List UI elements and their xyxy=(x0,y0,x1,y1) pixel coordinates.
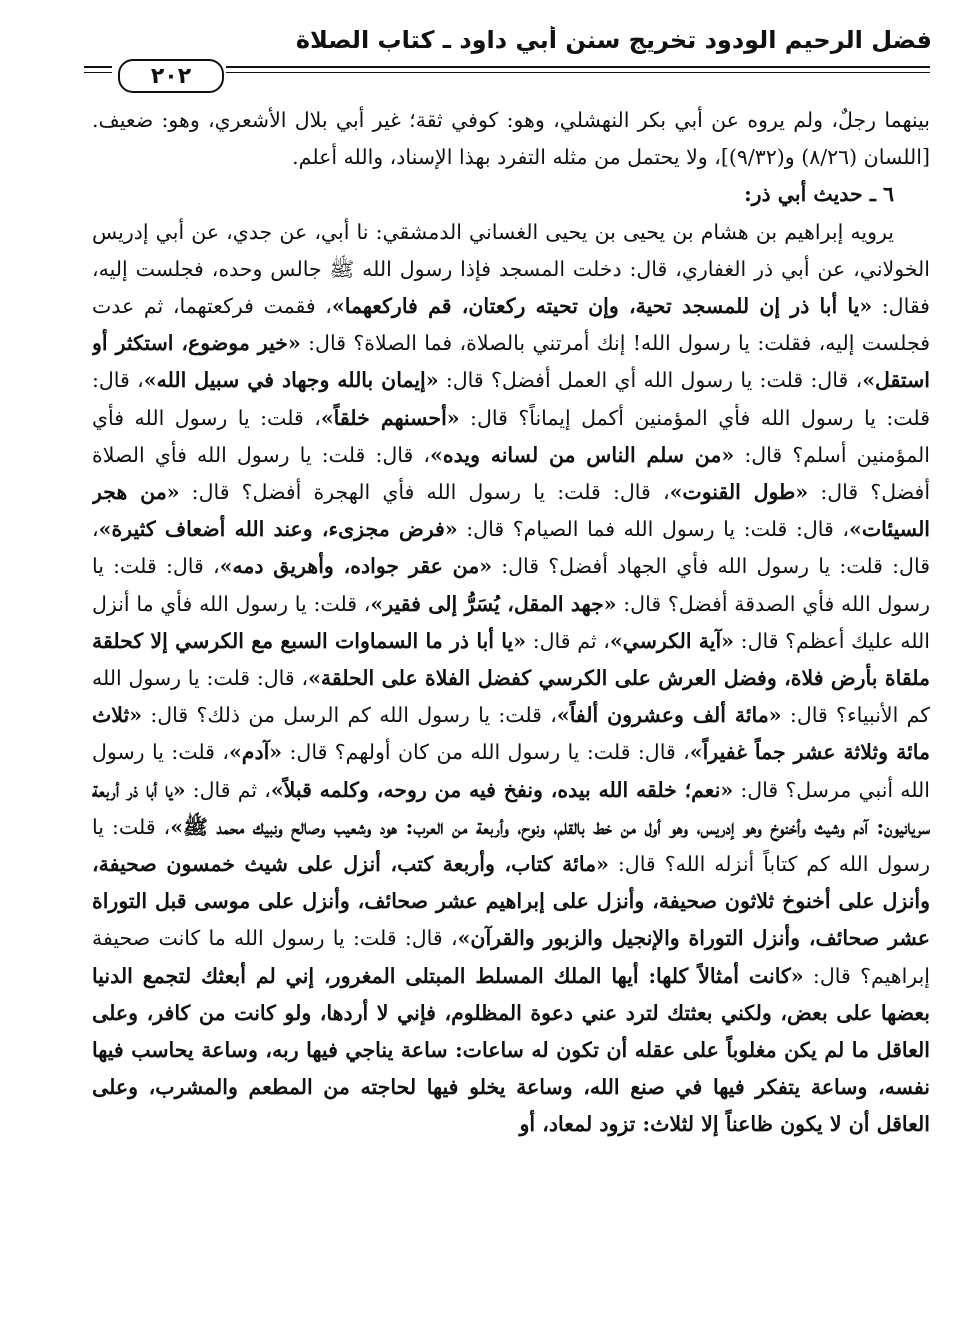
hadith-quote: «أحسنهم خلقاً» xyxy=(320,405,460,430)
narration-text: ، قال: قلت: يا رسول الله أي العمل أفضل؟ قال: xyxy=(438,368,863,393)
hadith-quote: «من عقر جواده، وأهريق دمه» xyxy=(219,554,493,579)
hadith-quote: «كانت أمثالاً كلها: أيها الملك المسلط المبتلى المغرور، إني لم أبعثك لتجمع الدنيا بعضها على بعض، ولكني بعثتك لترد عني دعوة المظلوم، فإني لا أردها، ولو كانت من كافر، وعلى العاقل ما لم يكن مغلوباً على عقله أن تكون له ساعات: ساعة يناجي فيها ربه، وساعة يحاسب فيها نفسه، وساعة يتفكر فيها في صنع الله، وساعة يخلو فيها لحاجته من المطعم والمشرب، وعلى العاقل أن لا يكون ظاعناً إلا لثلاث: تزود لمعاد، أو xyxy=(92,963,930,1137)
narration-text: ، قال: قلت: يا رسول الله فما الصيام؟ قال: xyxy=(457,517,850,542)
hadith-quote: «يا أبا ذر أربعة سريانيون: آدم وشيث وأخنوخ وهو إدريس، وهو أول من خط بالقلم، ونوح، وأربعة من العرب: هود وشعيب وصالح ونبيك محمد ﷺ» xyxy=(92,777,930,839)
hadith-quote: «إيمان بالله وجهاد في سبيل الله» xyxy=(143,368,439,393)
header-rule-right xyxy=(226,66,930,68)
hadith-quote: «من هجر السيئات» xyxy=(92,480,930,542)
narration-text: ، فقمت فركعتهما، ثم عدت فجلست إليه، فقلت: يا رسول الله! إنك أمرتني بالصلاة، فما الصلاة؟ قال: xyxy=(92,294,930,356)
hadith-quote: «يا أبا ذر إن للمسجد تحية، وإن تحيته ركعتان، قم فاركعهما» xyxy=(331,294,873,319)
hadith-quote: «خير موضوع، استكثر أو استقل» xyxy=(92,331,930,393)
narration-text: ، قال: قلت: يا رسول الله كم الأنبياء؟ قال: xyxy=(92,666,930,728)
hadith-quote: «نعم؛ خلقه الله بيده، ونفخ فيه من روحه، وكلمه قبلاً» xyxy=(270,777,734,802)
narration-text: ، قال: قلت: يا رسول الله فأي الجهاد أفضل؟ قال: xyxy=(92,517,930,579)
header-rule-left xyxy=(84,66,112,68)
narration-text: ، قلت: يا رسول الله أنبي مرسل؟ قال: xyxy=(92,740,930,802)
narration-text: ، قال: قلت: يا رسول الله فأي المؤمنين أكمل إيماناً؟ قال: xyxy=(92,368,930,430)
hadith-quote: «آية الكرسي» xyxy=(609,628,734,653)
narration-text: ، قلت: يا رسول الله فأي المؤمنين أسلم؟ قال: xyxy=(92,405,930,467)
hadith-quote: «جهد المقل، يُسَرُّ إلى فقير» xyxy=(370,591,617,616)
narration-text: ، قال: قلت: يا رسول الله فأي الهجرة أفضل؟ قال: xyxy=(179,480,670,505)
narration-text: ، قلت: يا رسول الله كم كتاباً أنزله الله؟ قال: xyxy=(92,814,930,877)
running-title: فضل الرحيم الودود تخريج سنن أبي داود ـ كتاب الصلاة xyxy=(295,26,932,54)
narration-text: ، ثم قال: xyxy=(185,777,271,802)
hadith-paragraph xyxy=(92,214,930,1144)
body-text xyxy=(92,102,930,1334)
narration-text: ، ثم قال: xyxy=(526,628,610,653)
hadith-quote: «ثلاث مائة وثلاثة عشر جماً غفيراً» xyxy=(92,703,930,765)
hadith-quote: «يا أبا ذر ما السماوات السبع مع الكرسي إلا كحلقة ملقاة بأرض فلاة، وفضل العرش على الكرسي كفضل الفلاة على الحلقة» xyxy=(92,628,930,691)
header-rule-right-thin xyxy=(226,72,930,73)
hadith-quote: «فرض مجزىء، وعند الله أضعاف كثيرة» xyxy=(98,517,458,542)
hadith-quote: «طول القنوت» xyxy=(669,480,809,505)
hadith-quote: «مائة ألف وعشرون ألفاً» xyxy=(556,703,782,728)
narration-text: ، قال: قلت: يا رسول الله ما كانت صحيفة إبراهيم؟ قال: xyxy=(92,926,930,988)
paragraph: بينهما رجلٌ، ولم يروه عن أبي بكر النهشلي، وهو: كوفي ثقة؛ غير أبي بلال الأشعري، وهو: ضعيف. [اللسان (٨/٢٦) و(٩/٣٢)]، ولا يحتمل من مثله التفرد بهذا الإسناد، والله أعلم. xyxy=(92,108,930,170)
narration-text: يرويه إبراهيم بن هشام بن يحيى بن يحيى الغساني الدمشقي: نا أبي، عن جدي، عن أبي إدريس الخولاني، عن أبي ذر الغفاري، قال: دخلت المسجد فإذا رسول الله ﷺ جالس وحده، فجلست إليه، فقال: xyxy=(92,219,930,319)
narration-text: ، قال: قلت: يا رسول الله فأي الصلاة أفضل؟ قال: xyxy=(92,442,930,505)
header-rule-left-thin xyxy=(84,72,112,73)
hadith-quote: «مائة كتاب، وأربعة كتب، أنزل على شيث خمسون صحيفة، وأنزل على أخنوخ ثلاثون صحيفة، وأنزل على إبراهيم عشر صحائف، وأنزل على موسى قبل التوراة عشر صحائف، وأنزل التوراة والإنجيل والزبور والقرآن» xyxy=(92,852,930,951)
narration-text: ، قلت: يا رسول الله كم الرسل من ذلك؟ قال: xyxy=(142,703,557,728)
hadith-quote: «من سلم الناس من لسانه ويده» xyxy=(430,442,735,467)
narration-text: ، قال: قلت: يا رسول الله من كان أولهم؟ قال: xyxy=(282,740,690,765)
page-number: ٢٠٢ xyxy=(118,59,224,93)
section-heading: ٦ ـ حديث أبي ذر: xyxy=(744,182,894,207)
narration-text: ، قلت: يا رسول الله فأي ما أنزل الله عليك أعظم؟ قال: xyxy=(92,591,930,653)
hadith-quote: «آدم» xyxy=(228,740,283,765)
narration-text: ، قال: قلت: يا رسول الله فأي الصدقة أفضل؟ قال: xyxy=(92,554,930,616)
